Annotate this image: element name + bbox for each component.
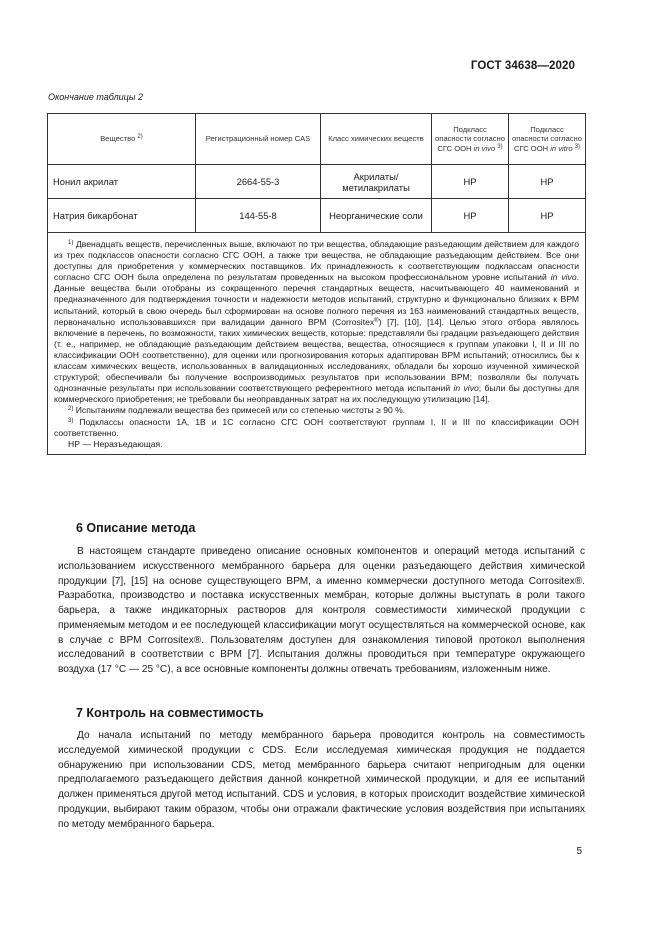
document-id-header: ГОСТ 34638—2020 bbox=[470, 60, 575, 72]
column-header-subclass-vitro: Подкласс опасности согласно СГС ООН in vitro $^{3)}$ bbox=[509, 114, 586, 165]
cell-substance: Натрия бикарбонат bbox=[48, 199, 196, 233]
column-header-subclass-vivo: Подкласс опасности согласно СГС ООН in vivo $^{3)}$ bbox=[432, 114, 509, 165]
cell-cas: 144-55-8 bbox=[196, 199, 321, 233]
substances-table bbox=[47, 113, 585, 455]
column-header-class: Класс химических веществ bbox=[321, 114, 432, 165]
table-header-row bbox=[48, 114, 586, 165]
column-header-cas: Регистрационный номер CAS bbox=[196, 114, 321, 165]
table-row bbox=[48, 165, 586, 199]
table-notes bbox=[48, 233, 586, 455]
table-notes-row bbox=[48, 233, 586, 455]
cell-class: Акрилаты/ метилакрилаты bbox=[321, 165, 432, 199]
section-6-text bbox=[58, 545, 585, 678]
cell-substance: Нонил акрилат bbox=[48, 165, 196, 199]
cell-vivo: НР bbox=[432, 199, 509, 233]
cell-vivo: НР bbox=[432, 165, 509, 199]
note-2: $^{2)}$ Испытаниям подлежали вещества без примесей или со степенью чистоты ≥ 90 %. bbox=[68, 405, 406, 416]
cell-cas: 2664-55-3 bbox=[196, 165, 321, 199]
section-7-heading: 7 Контроль на совместимость bbox=[76, 706, 264, 720]
note-3: $^{3)}$ Подклассы опасности 1А, 1В и 1С согласно СГС ООН соответствуют группам I, II и III по классификации ООН соответственно. bbox=[54, 416, 579, 438]
section-7-paragraph: До начала испытаний по методу мембранного барьера проводится контроль на совместимость исследуемой химической продукции с CDS. Если исследуемая химическая продукция не поддается обнаружению при использовании CDS, метод мембранного барьера считают непригодным для оценки предполагаемого разъедающего действия данной конкретной химической продукции, и для ее испытаний должен применяться другой метод испытаний. CDS и условия, в которых происходит воздействие химической продукции, выбирают таким образом, чтобы они отражали фактические условия воздействия при испытаниях по методу мембранного барьера. bbox=[58, 730, 585, 830]
cell-class: Неорганические соли bbox=[321, 199, 432, 233]
note-abbreviation: НР — Неразъедающая. bbox=[68, 438, 163, 449]
page-number: 5 bbox=[576, 846, 582, 857]
section-6-paragraph: В настоящем стандарте приведено описание основных компонентов и операций метода испытаний с использованием искусственного мембранного барьера для оценки разъедающего действия химической продукции [7], [15] на основе существующего ВРМ, а именно коммерчески доступного метода Corrositex®. Разработка, производство и поставка искусственных мембран, которые должны выступать в роли такого барьера, а также индикаторных растворов для контроля совместимости химической продукции с применяемым методом и ее последующей классификации могут осуществляться на коммерческой основе, как в случае с ВРМ Corrositex®. Пользователям доступен для ознакомления типовой протокол выполнения исследований в соответствии с ВРМ [7]. Испытания должны проводиться при температуре окружающего воздуха (17 °C — 25 °C), а все основные компоненты должны отвечать требованиям, изложенным ниже. bbox=[58, 546, 585, 675]
table-row bbox=[48, 199, 586, 233]
section-7-text bbox=[58, 729, 585, 832]
table-continuation-title: Окончание таблицы 2 bbox=[48, 92, 143, 102]
cell-vitro: НР bbox=[509, 199, 586, 233]
section-6-heading: 6 Описание метода bbox=[76, 521, 196, 535]
column-header-substance: Вещество $^{2)}$ bbox=[48, 114, 196, 165]
note-1: $^{1)}$ Двенадцать веществ, перечисленных выше, включают по три вещества, обладающие разъедающим действием для каждого из трех подклассов опасности согласно СГС ООН, а также три вещества, не обладающие разъедающим действием. Все они доступны для приобретения у коммерческих поставщиков. Их принадлежность к соответствующим подклассам опасности согласно СГС ООН была определена по результатам проведенных на высоком профессиональном уровне испытаний in vivo. Данные вещества были отобраны из сокращенного перечня стандартных веществ, насчитывающего 40 наименований и предназначенного для подтверждения точности и надежности методов испытаний, структурно и функционально близких к ВРМ испытаний, который в свою очередь был сформирован на основе полного перечня из 163 наименований стандартных веществ, первоначально использовавшихся при валидации данного ВРМ (Corrositex®) [7], [10], [14]. Целью этого отбора являлось включение в перечень, по возможности, таких химических веществ, которые: представляли бы градации разъедающего действия (т. е., например, не обладающие разъедающим действием вещества, вещества, относящиеся к группам упаковки I, II и III по классификации ООН соответственно), для оценки или прогнозирования которых адаптирован ВРМ испытаний; относились бы к классам химических веществ, использованных в валидационных исследованиях, обладали бы хорошо изученной химической структурой; обеспечивали бы получение воспроизводимых результатов при использовании ВРМ; позволяли бы получать однозначные результаты при использовании соответствующего референтного метода испытаний in vivo; были бы доступны для коммерческого приобретения; не требовали бы неоправданных затрат на их последующую утилизацию [14]. bbox=[54, 239, 580, 405]
cell-vitro: НР bbox=[509, 165, 586, 199]
